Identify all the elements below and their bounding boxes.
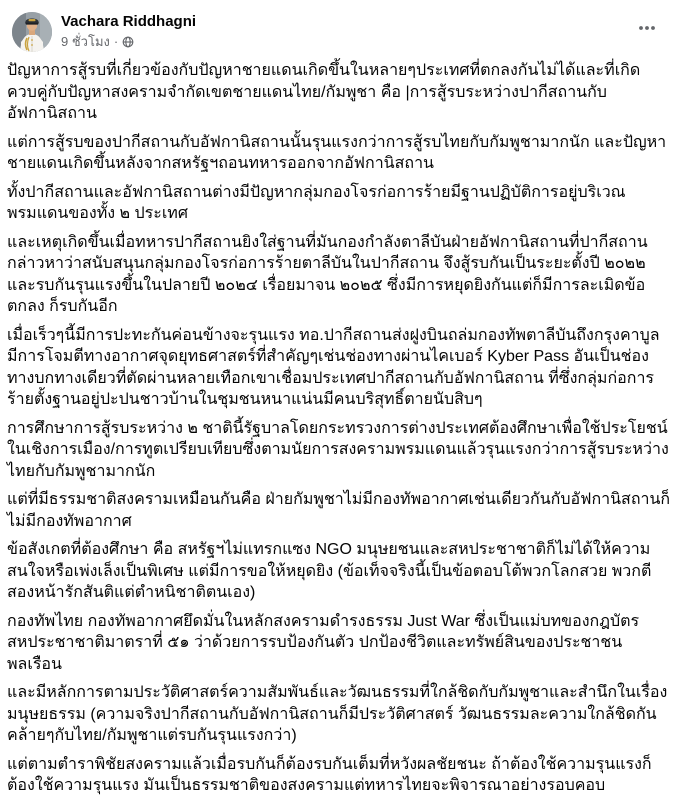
profile-photo-icon bbox=[12, 12, 52, 52]
post-paragraph: ปัญหาการสู้รบที่เกี่ยวข้องกับปัญหาชายแดนเกิดขึ้นในหลายๆประเทศที่ตกลงกันไม่ได้และที่เกิดควบคู่กับปัญหาสงครามจำกัดเขตชายแดนไทย/กัมพูชา คือ |การสู้รบระหว่างปากีสถานกับอัฟกานิสถาน bbox=[7, 62, 641, 122]
post-paragraph: เมื่อเร็วๆนี้มีการปะทะกันค่อนข้างจะรุนแรง ทอ.ปากีสถานส่งฝูงบินถล่มกองทัพตาลีบันถึงกรุงคาบูล มีการโจมตีทางอากาศจุดยุทธศาสตร์ที่สำคัญๆเช่นช่องทางผ่านไคเบอร์ Kyber Pass อันเป็นช่องทางบกทางเดียวที่ตัดผ่านหลายเทือกเขาเชื่อมประเทศปากีสถานกับอัฟกานิสถาน ที่ซึ่งกลุ่มก่อการร้ายตั้งฐานอยู่ปะปนชาวบ้านในชุมชนหนาแน่นมีคนบริสุทธิ์ตายนับสิบๆ bbox=[7, 326, 660, 408]
post-body bbox=[0, 58, 679, 797]
ellipsis-icon bbox=[637, 18, 657, 43]
post-paragraph: ทั้งปากีสถานและอัฟกานิสถานต่างมีปัญหากลุ่มกองโจรก่อการร้ายมีฐานปฏิบัติการอยู่บริเวณพรมแดนของทั้ง ๒ ประเทศ bbox=[7, 183, 626, 222]
post-paragraph: แต่การสู้รบของปากีสถานกับอัฟกานิสถานนั้นรุนแรงกว่าการสู้รบไทยกับกัมพูชามากนัก และปัญหาชายแดนเกิดขึ้นหลังจากสหรัฐฯถอนทหารออกจากอัฟกานิสถาน bbox=[7, 133, 667, 172]
post-paragraph: ข้อสังเกตที่ต้องศึกษา คือ สหรัฐฯไม่แทรกแซง NGO มนุษยชนและสหประชาชาติก็ไม่ได้ให้ความสนใจหรือเพ่งเล็งเป็นพิเศษ แต่มีการขอให้หยุดยิง (ข้อเท็จจริงนี้เป็นข้อตอบโต้พวกโลกสวย พวกตีสองหน้ารักสันติแต่ตำหนิชาติตนเอง) bbox=[7, 541, 652, 601]
post-paragraph: กองทัพไทย กองทัพอากาศยึดมั่นในหลักสงครามดำรงธรรม Just War ซึ่งเป็นแม่บทของกฎบัตรสหประชาชาติมาตราที่ ๕๑ ว่าด้วยการรบป้องกันตัว ปกป้องชีวิตและทรัพย์สินของประชาชนพลเรือน bbox=[7, 612, 640, 673]
author-name[interactable]: Vachara Riddhagni bbox=[61, 13, 197, 30]
post-paragraph: การศึกษาการสู้รบระหว่าง ๒ ชาตินี้รัฐบาลโดยกระทรวงการต่างประเทศต้องศึกษาเพื่อใช้ประโยชน์ในเชิงการเมือง/การทูตเปรียบเทียบซึ่งตามนัยการสงครามพรมแดนแล้วรุนแรงกว่าการสู้รบระหว่างไทยกับกัมพูชามากนัก bbox=[7, 419, 669, 480]
meta-separator: · bbox=[113, 34, 119, 49]
post-header-text bbox=[61, 12, 631, 50]
timestamp[interactable]: 9 ชั่วโมง bbox=[61, 34, 110, 49]
avatar[interactable] bbox=[12, 12, 52, 52]
post-paragraph: แต่ที่มีธรรมชาติสงครามเหมือนกันคือ ฝ่ายกัมพูชาไม่มีกองทัพอากาศเช่นเดียวกันกับอัฟกานิสถานก็ไม่มีกองทัพอากาศ bbox=[7, 491, 671, 530]
post-paragraph: แต่ตามตำราพิชัยสงครามแล้วเมื่อรบกันก็ต้องรบกันเต็มที่หวังผลชัยชนะ ถ้าต้องใช้ความรุนแรงก็ต้องใช้ความรุนแรง มันเป็นธรรมชาติของสงครามแต่ทหารไทยจะพิจารณาอย่างรอบคอบ bbox=[7, 755, 652, 794]
post-header bbox=[0, 0, 679, 58]
post-paragraph: และเหตุเกิดขึ้นเมื่อทหารปากีสถานยิงใส่ฐานที่มันกองกำลังตาลีบันฝ่ายอัฟกานิสถานที่ปากีสถานกล่าวหาว่าสนับสนุนกลุ่มกองโจรก่อการร้ายตาลีบันในปากีสถาน จึงสู้รบกันเป็นระยะตั้งปี ๒๐๒๒ และรบกันรุนแรงขึ้นในปลายปี ๒๐๒๔ เรื่อยมาจน ๒๐๒๕ ซึ่งมีการหยุดยิงกันแต่ก็มีการละเมิดข้อตกลง ก็รบกันอีก bbox=[7, 233, 648, 315]
post-meta bbox=[61, 33, 631, 50]
post-paragraph: และมีหลักการตามประวัติศาสตร์ความสัมพันธ์และวัฒนธรรมที่ใกล้ชิดกับกัมพูชาและสำนึกในเรื่องมนุษยธรรม (ความจริงปากีสถานกับอัฟกานิสถานก็มีประวัติศาสตร์ วัฒนธรรมละความใกล้ชิดกันคล้ายๆกับไทย/กัมพูชาแต่รบกันรุนแรงกว่า) bbox=[7, 684, 668, 744]
more-options-button[interactable] bbox=[631, 14, 663, 46]
globe-icon bbox=[122, 36, 134, 48]
